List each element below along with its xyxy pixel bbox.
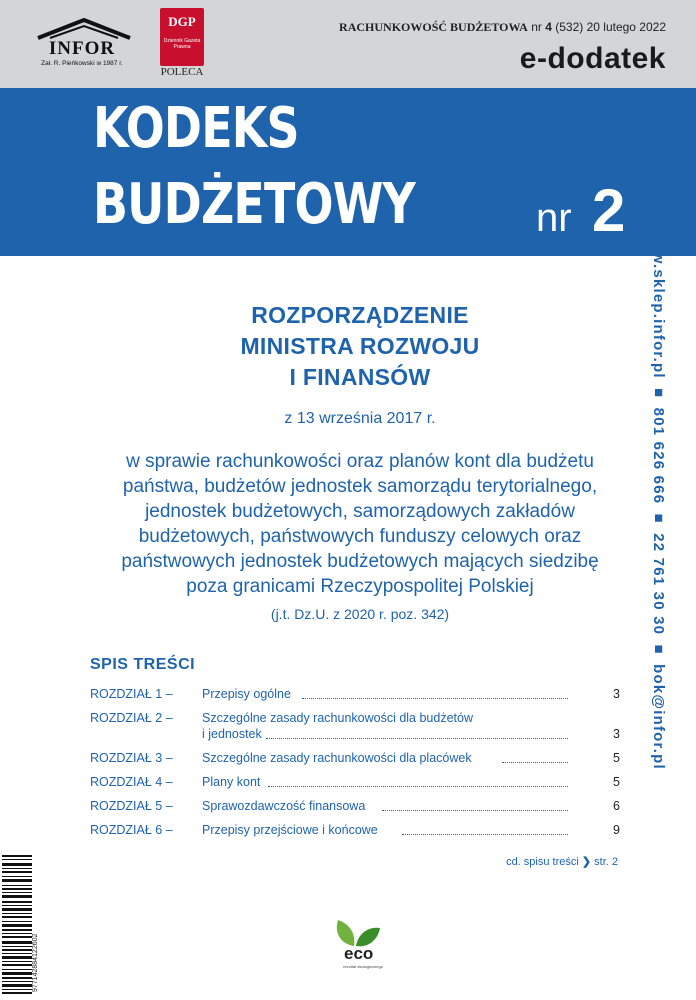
heading-line: I FINANSÓW xyxy=(289,364,431,390)
infor-roof-icon xyxy=(36,18,132,40)
toc-chapter: ROZDZIAŁ 3 – xyxy=(90,751,173,765)
toc-page: 5 xyxy=(613,751,620,765)
toc-chapter: ROZDZIAŁ 1 – xyxy=(90,687,173,701)
side-contact: www.sklep.infor.pl ■ 801 626 666 ■ 22 761 30 30 ■ bok@infor.pl xyxy=(650,226,667,770)
heading-line: MINISTRA ROZWOJU xyxy=(240,333,480,359)
infor-subtitle: Zał. R. Pieńkowski w 1987 r. xyxy=(41,60,123,67)
document-heading xyxy=(160,300,560,393)
issue-line xyxy=(339,20,666,35)
issue-date: 20 lutego 2022 xyxy=(586,20,666,34)
toc-item[interactable] xyxy=(90,686,622,702)
toc-label: Plany kont xyxy=(202,774,598,790)
issue-total: (532) xyxy=(555,20,584,34)
number-label: nr xyxy=(536,196,572,240)
description-line: jednostek budżetowych, samorządowych zakładów xyxy=(145,501,575,522)
eco-subtitle: rezultat ekologicznego xyxy=(343,964,383,969)
heading-line: ROZPORZĄDZENIE xyxy=(251,302,469,328)
toc-label: Przepisy ogólne xyxy=(202,686,598,702)
toc-chapter: ROZDZIAŁ 4 – xyxy=(90,775,173,789)
toc-item[interactable] xyxy=(90,710,622,742)
description-line: poza granicami Rzeczypospolitej Polskiej xyxy=(186,576,534,597)
issue-prefix: nr xyxy=(531,20,542,34)
eco-logo xyxy=(328,916,384,976)
toc-page: 9 xyxy=(613,823,620,837)
description-line: w sprawie rachunkowości oraz planów kont dla budżetu xyxy=(126,451,594,472)
poleca-label: POLECA xyxy=(160,66,204,78)
eco-wordmark: eco xyxy=(344,944,374,963)
toc-page: 5 xyxy=(613,775,620,789)
supplement-label: e-dodatek xyxy=(519,42,666,75)
toc-item[interactable] xyxy=(90,774,622,790)
infor-wordmark: INFOR xyxy=(48,38,116,59)
toc-item[interactable] xyxy=(90,750,622,766)
toc-title: SPIS TREŚCI xyxy=(90,656,196,673)
toc-continued[interactable]: cd. spisu treści ❯ str. 2 xyxy=(506,856,618,868)
toc-chapter: ROZDZIAŁ 6 – xyxy=(90,823,173,837)
toc-item[interactable] xyxy=(90,798,622,814)
toc-label: Szczególne zasady rachunkowości dla budżetów i jednostek xyxy=(202,710,598,742)
description-line: państwowych jednostek budżetowych mających siedzibę xyxy=(121,551,599,572)
document-description xyxy=(80,449,640,599)
toc-page: 3 xyxy=(613,687,620,701)
number-value: 2 xyxy=(592,177,626,244)
barcode-number: 977142884122602 xyxy=(32,933,39,992)
publication-name: RACHUNKOWOŚĆ BUDŻETOWA xyxy=(339,20,528,34)
dgp-logo xyxy=(160,8,204,66)
barcode-icon xyxy=(2,855,32,996)
description-line: budżetowych, państwowych funduszy celowych oraz xyxy=(138,526,582,547)
dgp-subtitle: Dziennik Gazeta Prawna xyxy=(163,38,201,50)
toc-chapter: ROZDZIAŁ 2 – xyxy=(90,711,173,725)
infor-logo xyxy=(28,18,136,76)
toc-chapter: ROZDZIAŁ 5 – xyxy=(90,799,173,813)
toc-item[interactable] xyxy=(90,822,622,838)
toc-label: Sprawozdawczość finansowa xyxy=(202,798,598,814)
issue-number: 4 xyxy=(545,20,552,34)
chevron-right-icon: ❯ xyxy=(581,856,592,868)
title-line-1: KODEKS xyxy=(93,96,299,161)
toc-page: 3 xyxy=(613,727,620,741)
toc-list xyxy=(90,686,622,846)
dgp-wordmark: DGP xyxy=(168,14,196,29)
title-line-2: BUDŻETOWY xyxy=(93,172,415,237)
toc-label: Szczególne zasady rachunkowości dla placówek xyxy=(202,750,598,766)
legal-reference: (j.t. Dz.U. z 2020 r. poz. 342) xyxy=(270,606,450,622)
toc-label: Przepisy przejściowe i końcowe xyxy=(202,822,598,838)
document-date: z 13 września 2017 r. xyxy=(284,410,436,427)
toc-page: 6 xyxy=(613,799,620,813)
description-line: państwa, budżetów jednostek samorządu terytorialnego, xyxy=(122,476,598,497)
